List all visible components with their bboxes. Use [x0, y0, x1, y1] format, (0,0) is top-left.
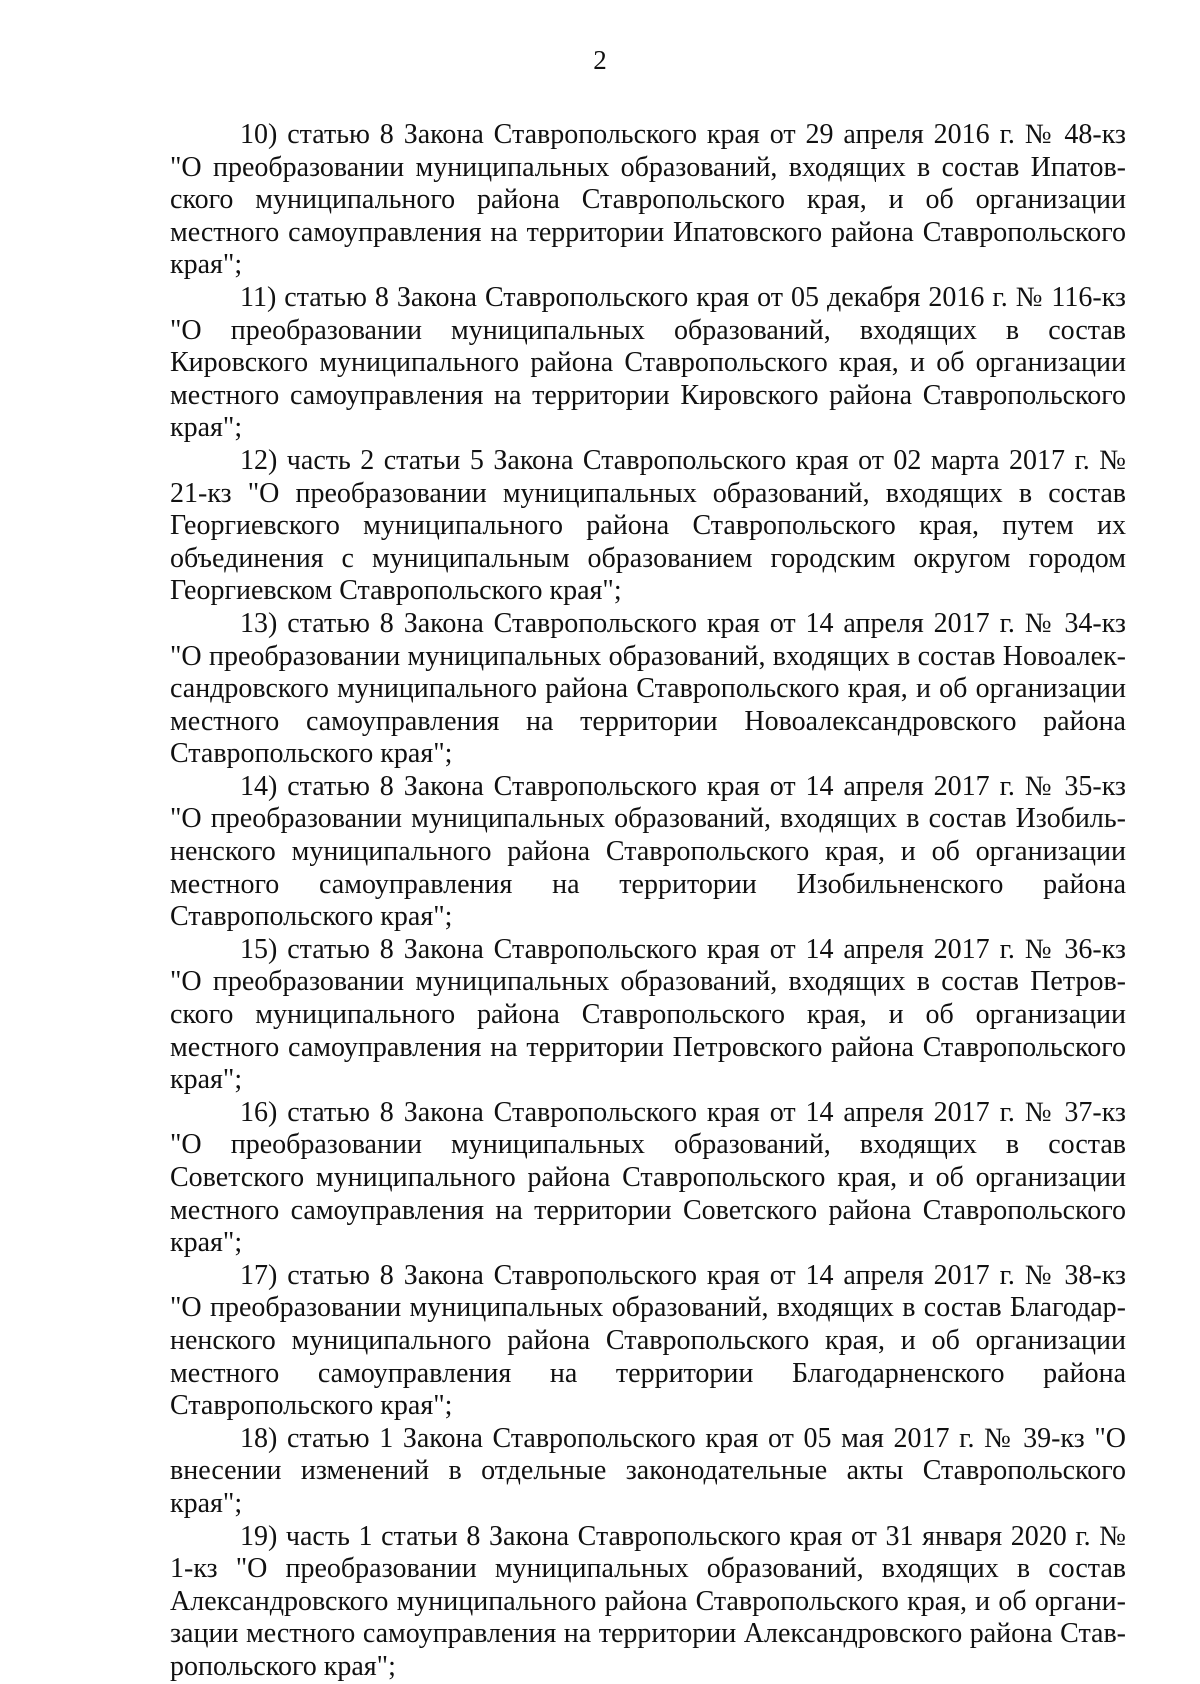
list-item-18: 18) статью 1 Закона Ставропольского края от 05 мая 2017 г. № 39-кз "О внесении изменений в отдельные законодательные акты Ставропольского края";: [170, 1422, 1126, 1519]
list-item-12: 12) часть 2 статьи 5 Закона Ставропольского края от 02 марта 2017 г. № 21-кз "О преобразовании муниципальных образований, входящих в состав Георгиевского муниципального района Ставропольского края, путем их объединения с муниципальным образованием городским округом городом Георгиевском Ставропольского края";: [170, 444, 1126, 607]
page-number: 2: [593, 45, 607, 75]
list-item-15: 15) статью 8 Закона Ставропольского края от 14 апреля 2017 г. № 36-кз "О преобразовании муниципальных образований, входящих в состав Петровского муниципального района Ставропольского края, и об организации местного самоуправления на территории Петровского района Ставропольского края";: [170, 933, 1126, 1096]
list-item-19: 19) часть 1 статьи 8 Закона Ставропольского края от 31 января 2020 г. № 1-кз "О преобразовании муниципальных образований, входящих в состав Александровского муниципального района Ставропольского края, и об организации местного самоуправления на территории Александровского района Ставропольского края";: [170, 1520, 1126, 1682]
list-item-11: 11) статью 8 Закона Ставропольского края от 05 декабря 2016 г. № 116-кз "О преобразовании муниципальных образований, входящих в состав Кировского муниципального района Ставропольского края, и об организации местного самоуправления на территории Кировского района Ставропольского края";: [170, 281, 1126, 444]
list-item-10: 10) статью 8 Закона Ставропольского края от 29 апреля 2016 г. № 48-кз "О преобразовании муниципальных образований, входящих в состав Ипатовского муниципального района Ставропольского края, и об организации местного самоуправления на территории Ипатовского района Ставропольского края";: [170, 119, 1126, 281]
document-body: [170, 119, 1126, 1684]
list-item-13: 13) статью 8 Закона Ставропольского края от 14 апреля 2017 г. № 34-кз "О преобразовании муниципальных образований, входящих в состав Новоалександровского муниципального района Ставропольского края, и об организации местного самоуправления на территории Новоалександровского района Ставропольского края";: [170, 607, 1126, 770]
list-item-17: 17) статью 8 Закона Ставропольского края от 14 апреля 2017 г. № 38-кз "О преобразовании муниципальных образований, входящих в состав Благодарненского муниципального района Ставропольского края, и об организации местного самоуправления на территории Благодарненского района Ставропольского края";: [170, 1259, 1126, 1422]
list-item-14: 14) статью 8 Закона Ставропольского края от 14 апреля 2017 г. № 35-кз "О преобразовании муниципальных образований, входящих в состав Изобильненского муниципального района Ставропольского края, и об организации местного самоуправления на территории Изобильненского района Ставропольского края";: [170, 770, 1126, 933]
list-item-16: 16) статью 8 Закона Ставропольского края от 14 апреля 2017 г. № 37-кз "О преобразовании муниципальных образований, входящих в состав Советского муниципального района Ставропольского края, и об организации местного самоуправления на территории Советского района Ставропольского края";: [170, 1096, 1126, 1259]
